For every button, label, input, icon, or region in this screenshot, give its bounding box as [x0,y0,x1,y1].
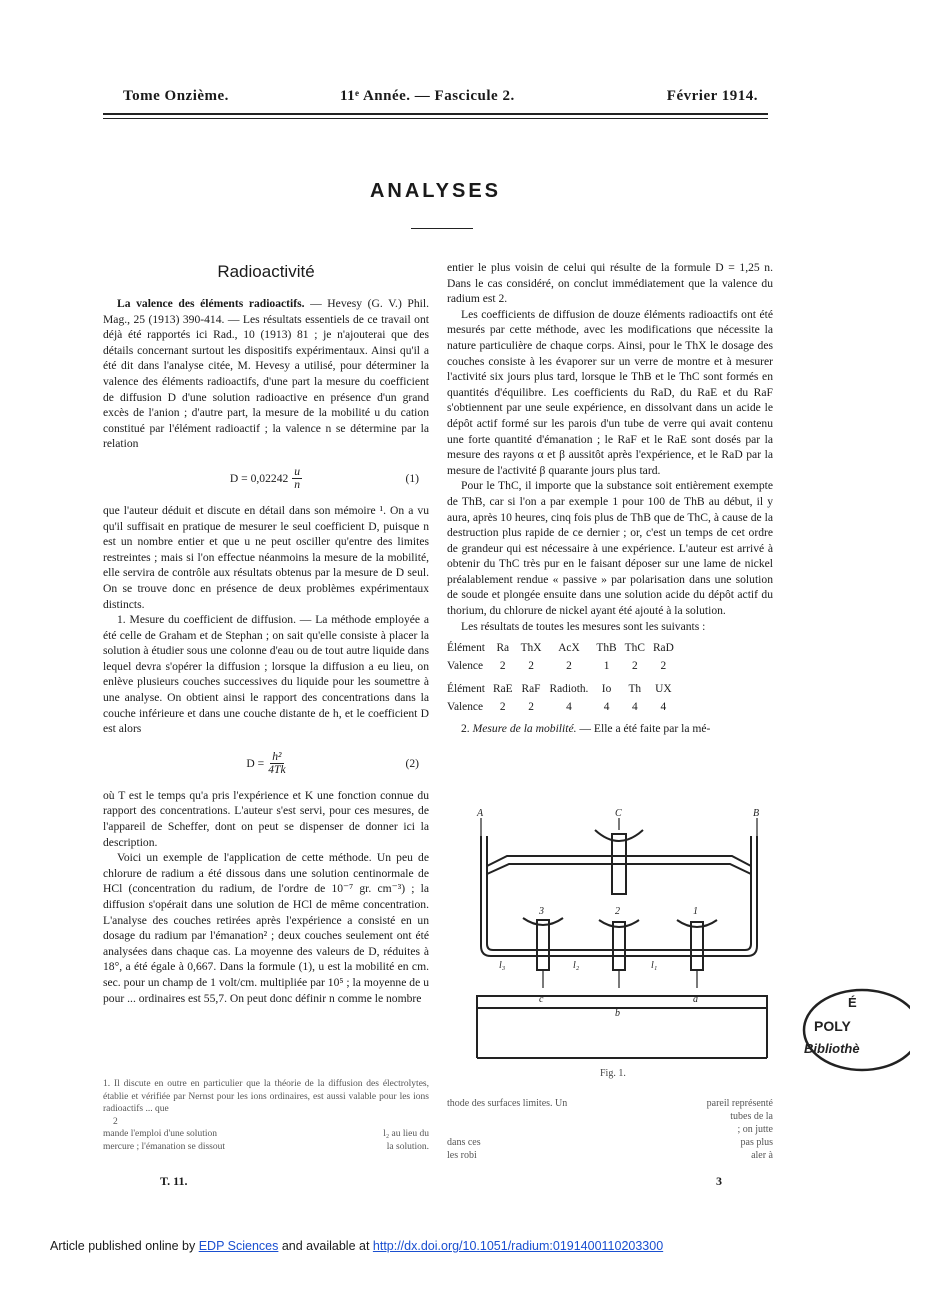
equation-1: D = 0,02242 $\frac{u}{n}$ (1) [229,464,419,491]
page-number-right: 3 [716,1174,722,1188]
paragraph-r1: entier le plus voisin de celui qui résulte de la formule D = 1,25 n. Dans le cas considéré, on conclut immédiatement que la valence du radium est 2. [447,261,773,306]
publication-footer: Article published online by EDP Sciences and available at http://dx.doi.org/10.1051/radium:0191400110203300 [50,1239,664,1253]
paragraph-r4: Les résultats de toutes les mesures sont les suivants : [461,619,706,633]
bottom-text: thode des surfaces limites. Un pareil représenté tubes de la ; on jutte dans ces pas plus les robi aler à [447,1098,773,1161]
paragraph-4: où T est le temps qu'a pris l'expérience et K une fonction connue du rapport des concentrations. L'auteur s'est servi, pour ces mesures, de l'appareil de Scheffer, dont on peut se dispenser de donner ici la description. [103,788,429,849]
figure-label-b: b [615,1008,620,1019]
paragraph-r5: 2. Mesure de la mobilité. — Elle a été faite par la mé- [461,721,711,735]
paragraph-r3: Pour le ThC, il importe que la substance soit entièrement exempte de ThB, car si l'on a par exemple 1 pour 100 de ThB au début, il y aura, après 10 heures, cinq fois plus de ThB que de ThC, à cause de la destruction plus rapide de ce dernier ; or, c'est un temps de cet ordre de grandeur qui est nécessaire à une expérience. L'auteur est arrivé à obtenir du ThC très pur en le faisant déposer sur une lame de nickel préalablement rendue « passive » par polarisation dans une solution de soude et plongée ensuite dans une solution acide du dépôt actif du thorium, du chlorure de nickel ayant été ajouté à la solution. [447,479,773,618]
article-title: La valence des éléments radioactifs. [117,297,305,310]
valence-table [447,640,678,716]
figure-label-1: 1 [693,906,698,917]
footnote-2: 2 [113,1116,118,1127]
right-column [447,260,773,736]
header-volume: Tome Onzième. [123,88,229,104]
figure-label-l3: l₃ [499,960,506,971]
figure-label-l1: l₁ [651,960,658,971]
figure-label-2: 2 [615,906,620,917]
equation-2: D = $\frac{\text{h²}}{4Tk}$ (2) [246,749,419,776]
page-title: ANALYSES [369,180,502,202]
figure-caption: Fig. 1. [600,1068,626,1079]
paragraph-5: Voici un exemple de l'application de cette méthode. Un peu de chlorure de radium a été dissous dans une solution centinormale de HCl (concentration du radium, de l'ordre de 10⁻⁷ gr. cm⁻³) ; la diffusion s'opérait dans une solution de HCl de même concentration. L'analyse des couches retirées après l'expérience a consisté en un dosage du radium par l'émanation² ; deux couches seulement ont été analysées dans chaque cas. La moyenne des valeurs de D, réduites à 18°, a été égale à 0,667. Dans la formule (1), u est la mobilité en cm. sec. pour un champ de 1 volt/cm. multipliée par 10⁵ ; la moyenne de u pour ... ordinaires est 55,7. On peut donc définir n comme le nombre [103,851,429,1005]
apparatus-figure [447,806,792,1096]
header-rule-top [103,113,768,115]
figure-label-c: c [539,994,544,1005]
figure-label-3: 3 [539,906,544,917]
figure-label-l2: l₂ [573,960,580,971]
stamp-text-3: Bibliothè [804,1041,860,1056]
left-column [103,296,429,1006]
header-date: Février 1914. [666,88,758,104]
library-stamp [800,985,910,1075]
figure-label-B: B [753,808,760,819]
paragraph-2: que l'auteur déduit et discute en détail dans son mémoire ¹. On a vu qu'il suffisait en pratique de mesurer le seul coefficient D, puisque n est un nombre entier et que u ne peut osciller qu'entre des limites restreintes ; mais si l'on effectue néanmoins la mesure de la mobilité, elle servira de contrôle aux résultats obtenus par la mesure de D seul. On se trouve donc en présence de deux problèmes expérimentaux distincts. [103,503,429,611]
figure-label-a: a [693,994,698,1005]
header-issue: 11ᵉ Année. — Fascicule 2. [340,88,515,104]
table-row: Élément RaE RaF Radioth. Io Th UX [447,683,672,696]
section-heading: Radioactivité [217,262,315,281]
footnote-1: 1. Il discute en outre en particulier que la théorie de la diffusion des électrolytes, établie et vérifiée par Nernst pour les ions ordinaires, est aussi valable pour les ions radioactifs ... que [103,1079,429,1114]
header-rule-bottom [103,118,768,119]
equation-1-number: (1) [405,471,419,485]
stamp-text-1: É [848,995,857,1010]
paragraph-3: 1. Mesure du coefficient de diffusion. — La méthode employée a été celle de Graham et de Stephan ; on sait qu'elle consiste à placer la solution à étudier sous une colonne d'eau ou de tout autre liquide dans lequel devra s'opérer la diffusion ; lorsque la diffusion a eu lieu, on enlève plusieurs couches successives du liquide pour les soumettre à une analyse. On obtient ainsi le rapport des concentrations dans la couche inférieure et dans une couche distante de h, et le coefficient D est alors [103,613,429,736]
table-row: Valence 2 2 4 4 4 4 [447,701,667,714]
figure-label-A: A [477,808,484,819]
stamp-text-2: POLY [814,1018,851,1034]
figure-label-C: C [615,808,622,819]
paragraph-r2: Les coefficients de diffusion de douze éléments radioactifs ont été mesurés par cette méthode, avec les modifications que nécessite la nature particulière de chaque corps. Ainsi, pour le ThX le dosage des couches consiste à les évaporer sur un verre de montre et à mesurer l'activité six jours plus tard, lorsque le ThB et le ThC sont formés en quantités d'équilibre. Les coefficients du RaD, du RaE et du RaF s'obtiennent par une seule expérience, en dissolvant dans un acide le dépôt actif formé sur les parois d'un tube de verre qui avait contenu une forte quantité d'émanation ; le RaF et le RaE sont dosés par la mesure des rayons α et β aussitôt après l'expérience, et le RaD par la mesure de l'activité β quarante jours plus tard. [447,307,773,477]
footnotes: 1. Il discute en outre en particulier que la théorie de la diffusion des électrolytes, établie et vérifiée par Nernst pour les ions ordinaires, est aussi valable pour les ions radioactifs ... que 2 mande l'emploi d'une solution l₂ au lieu du mercure ; l'émanation se dissout la solution. [103,1079,429,1152]
running-header [103,88,768,106]
title-rule [411,228,473,229]
paragraph-1: La valence des éléments radioactifs. — Hevesy (G. V.) Phil. Mag., 25 (1913) 390-414. — Les résultats essentiels de ce travail ont déjà été rapportés ici Rad., 10 (1913) 81 ; je n'ajouterai que des détails concernant surtout les dispositifs expérimentaux. Ainsi qu'il a été dit dans l'analyse citée, M. Hevesy a utilisé, pour déterminer la valence des éléments radioactifs, d'une part la mesure du coefficient de diffusion D d'une solution radioactive en présence d'un grand excès de l'anion ; d'autre part, la mesure de la mobilité u du cation constitué par l'élément radioactif ; la valence n se détermine par la relation [103,297,429,451]
table-row: Élément Ra ThX AcX ThB ThC RaD [447,642,674,655]
equation-2-number: (2) [405,756,419,770]
table-row: Valence 2 2 2 1 2 2 [447,659,667,672]
page-number-left: T. 11. [160,1174,188,1188]
publisher-link[interactable]: EDP Sciences [198,1239,279,1253]
doi-link[interactable]: http://dx.doi.org/10.1051/radium:0191400110203300 [372,1239,664,1253]
